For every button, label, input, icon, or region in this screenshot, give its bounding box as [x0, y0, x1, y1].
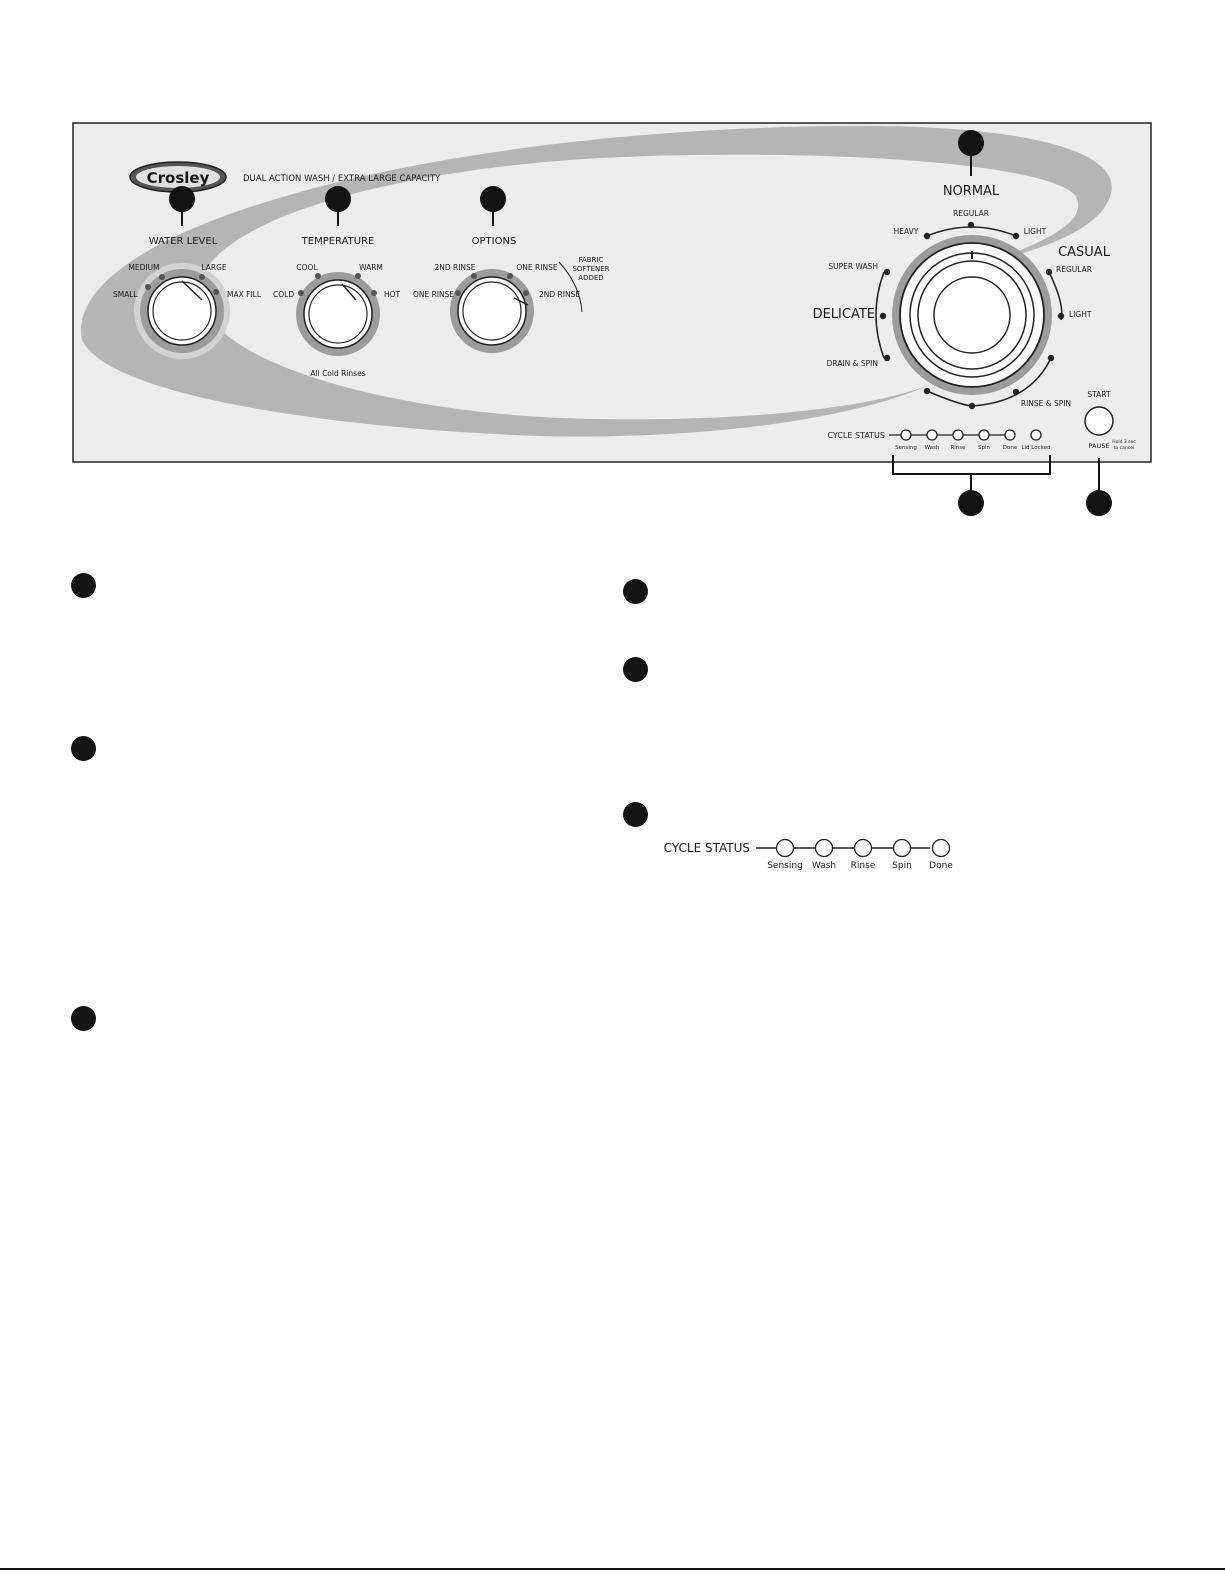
- temperature-cool: COOL: [296, 263, 318, 272]
- panel-light-wash: [927, 430, 937, 440]
- fabric-softener-2: SOFTENER: [572, 265, 610, 273]
- temperature-cold: COLD: [273, 290, 295, 299]
- water-level-title: WATER LEVEL: [148, 236, 218, 247]
- cycle-normal: NORMAL: [942, 184, 1000, 199]
- section-bullet-3: [71, 1006, 96, 1031]
- detail-cycle-status: [664, 840, 954, 872]
- detail-light-wash: [816, 840, 833, 857]
- detail-light-spin: [894, 840, 911, 857]
- detail-label-spin: Spin: [892, 861, 912, 871]
- panel-light-rinse: [953, 430, 963, 440]
- hold-note-1: Hold 3 sec: [1112, 440, 1136, 445]
- cycle-delicate: DELICATE: [812, 307, 875, 322]
- options-2nd-rinse-top: 2ND RINSE: [434, 263, 476, 272]
- water-level-large: LARGE: [201, 263, 227, 272]
- section-bullet-4: [623, 579, 648, 604]
- cycle-normal-light: LIGHT: [1023, 227, 1047, 236]
- detail-light-sensing: [777, 840, 794, 857]
- detail-label-rinse: Rinse: [850, 861, 876, 871]
- panel-label-lid-locked: Lid Locked: [1021, 445, 1051, 451]
- detail-label-sensing: Sensing: [767, 861, 803, 871]
- section-bullet-5: [623, 657, 648, 682]
- panel-label-spin: Spin: [978, 445, 990, 451]
- panel-label-rinse: Rinse: [950, 445, 966, 451]
- options-title: OPTIONS: [471, 236, 517, 247]
- cycle-super-wash: SUPER WASH: [828, 262, 878, 271]
- cycle-heavy: HEAVY: [893, 227, 919, 236]
- panel-label-wash: Wash: [924, 445, 940, 451]
- section-bullet-1: [71, 573, 96, 598]
- panel-light-lid-locked: [1031, 430, 1041, 440]
- detail-label-done: Done: [929, 861, 953, 871]
- section-bullet-6: [623, 802, 648, 827]
- water-level-max-fill: MAX FILL: [227, 290, 262, 299]
- fabric-softener-1: FABRIC: [578, 256, 604, 264]
- section-bullet-2: [71, 736, 96, 761]
- cycle-casual: CASUAL: [1058, 245, 1110, 260]
- cycle-normal-regular: REGULAR: [953, 209, 989, 218]
- cycle-drain-spin: DRAIN & SPIN: [826, 359, 878, 368]
- panel-light-spin: [979, 430, 989, 440]
- cycle-rinse-spin: RINSE & SPIN: [1020, 399, 1072, 408]
- panel-label-done: Done: [1002, 445, 1018, 451]
- options-2nd-rinse-right: 2ND RINSE: [539, 290, 581, 299]
- water-level-medium: MEDIUM: [128, 263, 160, 272]
- temperature-hot: HOT: [384, 290, 401, 299]
- tagline: DUAL ACTION WASH / EXTRA LARGE CAPACITY: [243, 174, 441, 184]
- cycle-casual-light: LIGHT: [1069, 310, 1092, 319]
- panel-light-sensing: [901, 430, 911, 440]
- fabric-softener-3: ADDED: [578, 274, 604, 282]
- panel-light-done: [1005, 430, 1015, 440]
- panel-label-sensing: Sensing: [895, 445, 917, 451]
- cycle-casual-regular: REGULAR: [1056, 265, 1092, 274]
- detail-cycle-status-label: CYCLE STATUS: [663, 841, 750, 855]
- page-footer-rule: [0, 1568, 1225, 1570]
- logo-text: Crosley: [146, 169, 210, 187]
- panel-cycle-status-label: CYCLE STATUS: [827, 431, 885, 440]
- pause-label: PAUSE: [1088, 442, 1110, 450]
- options-one-rinse-left: ONE RINSE: [413, 290, 455, 299]
- start-label: START: [1087, 390, 1111, 399]
- temperature-title: TEMPERATURE: [301, 236, 375, 247]
- detail-light-done: [933, 840, 950, 857]
- detail-light-rinse: [855, 840, 872, 857]
- temperature-note: All Cold Rinses: [310, 369, 366, 378]
- water-level-small: SMALL: [113, 290, 138, 299]
- hold-note-2: to cancel: [1113, 446, 1135, 451]
- detail-label-wash: Wash: [811, 861, 837, 871]
- options-one-rinse-top: ONE RINSE: [516, 263, 558, 272]
- temperature-warm: WARM: [359, 263, 383, 272]
